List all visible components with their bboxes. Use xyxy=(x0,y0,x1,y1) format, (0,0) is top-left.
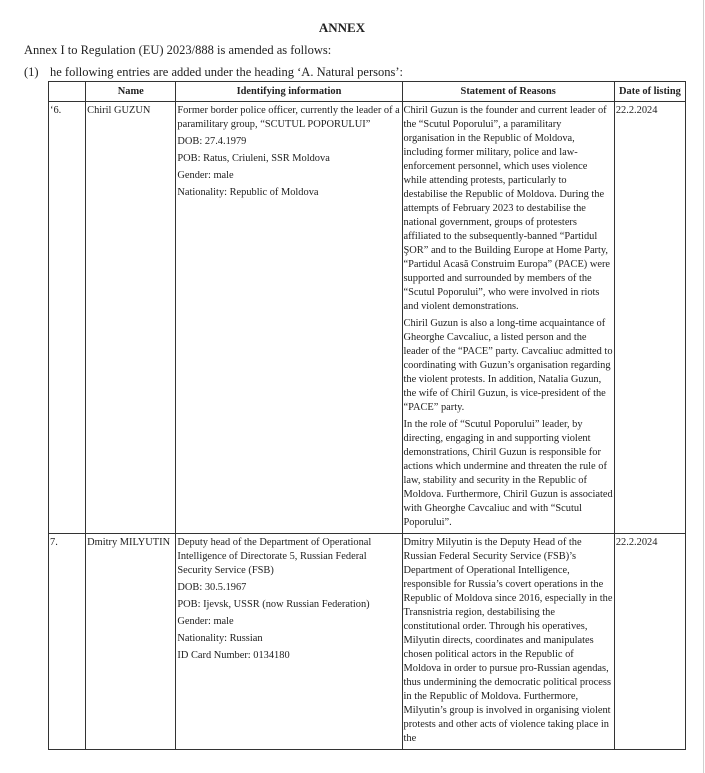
reasons-paragraph: Chiril Guzun is also a long-time acquaintance of Gheorghe Cavcaliuc, a listed person and the leader of the “PACE” party. Cavcaliuc admitted to coordinating with Guzun’s organisation regarding the violent protests. In addition, Natalia Guzun, the wife of Chiril Guzun, is vice-president of the “PACE” party. xyxy=(403,318,613,413)
identifying-dob: DOB: 30.5.1967 xyxy=(177,582,247,593)
reasons-cell xyxy=(402,534,614,750)
table-row xyxy=(49,534,686,750)
header-identifying-information: Identifying information xyxy=(176,82,402,102)
row-number-cell xyxy=(49,534,86,750)
reasons-paragraph: Dmitry Milyutin is the Deputy Head of the Russian Federal Security Service (FSB)’s Department of Operational Intelligence, responsible for Russia’s covert operations in the Republic of Moldova since 2016, especially in the Transnistria region, destabilising the constitutional order. Through his operatives, Milyutin directs, coordinates and manipulates chosen political actors in the Republic of Moldova in order to pursue pro-Russian agendas, thus undermining the democratic political process in the Republic of Moldova. Furthermore, Milyutin’s group is involved in organising violent protests and other acts of violence taking place in the xyxy=(403,537,613,744)
header-date-of-listing: Date of listing xyxy=(614,82,685,102)
name-cell xyxy=(86,102,176,534)
row-number-cell xyxy=(49,102,86,534)
table-row xyxy=(49,102,686,534)
identifying-id-card: ID Card Number: 0134180 xyxy=(177,650,290,661)
row-number: ‘6. xyxy=(50,105,62,116)
identifying-gender: Gender: male xyxy=(177,170,234,181)
identifying-role: Deputy head of the Department of Operational Intelligence of Directorate 5, Russian Federal Security Service (FSB) xyxy=(177,537,372,576)
name-cell xyxy=(86,534,176,750)
date-cell xyxy=(614,534,685,750)
amendment-item-number: (1) xyxy=(24,65,39,79)
person-name: Chiril GUZUN xyxy=(87,105,151,116)
annex-title: ANNEX xyxy=(318,20,366,35)
identifying-nationality: Nationality: Republic of Moldova xyxy=(177,187,319,198)
identifying-pob: POB: Ratus, Criuleni, SSR Moldova xyxy=(177,153,330,164)
listing-date: 22.2.2024 xyxy=(615,537,658,548)
amendment-item-text: he following entries are added under the heading ‘A. Natural persons’: xyxy=(50,65,404,79)
identifying-nationality: Nationality: Russian xyxy=(177,633,263,644)
identifying-pob: POB: Ijevsk, USSR (now Russian Federation) xyxy=(177,599,370,610)
person-name: Dmitry MILYUTIN xyxy=(87,537,171,548)
header-name: Name xyxy=(86,82,176,102)
identifying-role: Former border police officer, currently the leader of a paramilitary group, “SCUTUL POPORULUI” xyxy=(177,105,400,130)
identifying-gender: Gender: male xyxy=(177,616,234,627)
reasons-paragraph: Chiril Guzun is the founder and current leader of the “Scutul Poporului”, a paramilitary organisation in the Republic of Moldova, including former military, police and law-enforcement personnel, which uses violence while attending protests, particularly to destabilise the Republic of Moldova. During the attempts of February 2023 to destabilise the national government, groups of protesters affiliated to the subsequently-banned “Partidul ŞOR” and to the Building Europe at Home Party, “Partidul Acasă Construim Europa” (PACE) were supported and surrounded by members of the “Scutul Poporului”, who were involved in riots and violent demonstrations. xyxy=(403,105,611,312)
date-cell xyxy=(614,102,685,534)
persons-table xyxy=(48,81,686,750)
listing-date: 22.2.2024 xyxy=(615,105,658,116)
amendment-item xyxy=(24,65,403,80)
identifying-cell xyxy=(176,534,402,750)
annex-intro: Annex I to Regulation (EU) 2023/888 is amended as follows: xyxy=(24,43,332,57)
header-statement-of-reasons: Statement of Reasons xyxy=(402,82,614,102)
identifying-dob: DOB: 27.4.1979 xyxy=(177,136,247,147)
header-number xyxy=(49,82,86,102)
reasons-paragraph: In the role of “Scutul Poporului” leader, by directing, engaging in and supporting violent demonstrations, Chiril Guzun is responsible for actions which undermine and threaten the rule of law, stability and security in the Republic of Moldova. Furthermore, Chiril Guzun is associated with Gheorghe Cavcaliuc and with “Scutul Poporului”. xyxy=(403,419,613,528)
row-number: 7. xyxy=(50,537,58,548)
identifying-cell xyxy=(176,102,402,534)
table-header-row xyxy=(49,82,686,102)
reasons-cell xyxy=(402,102,614,534)
